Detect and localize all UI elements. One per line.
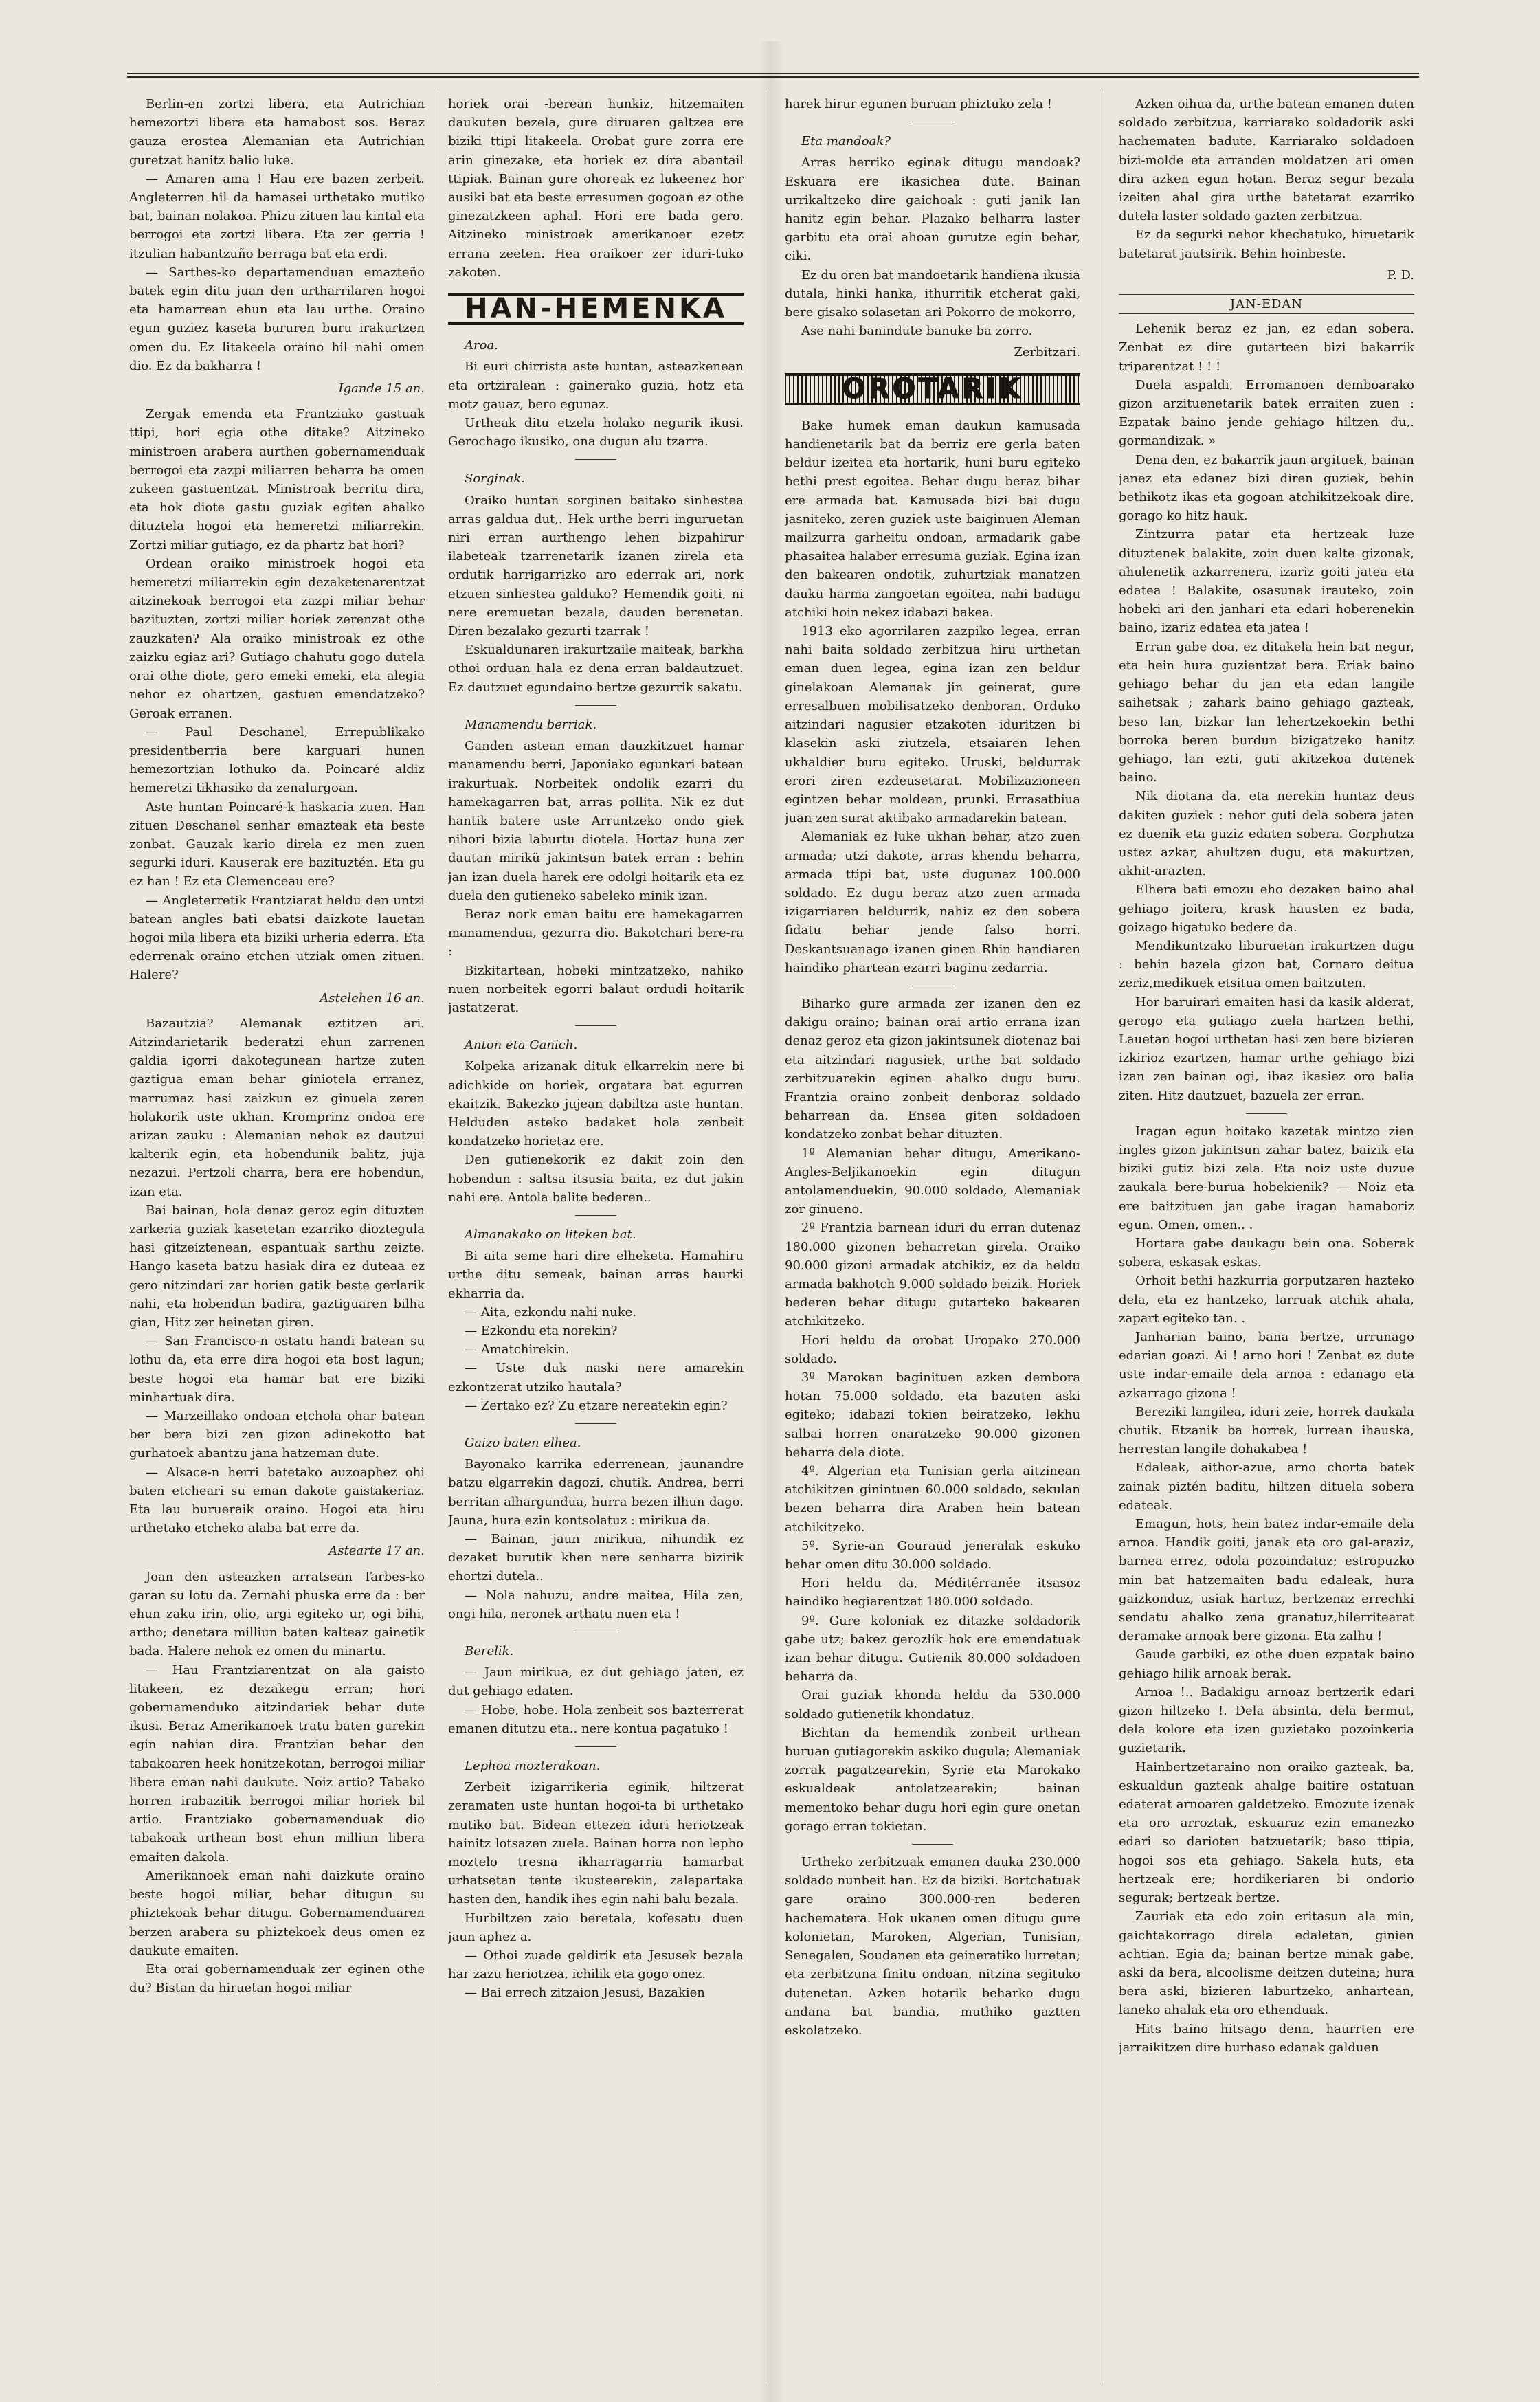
paragraph: Zergak emenda eta Frantziako gastuak ttipi, hori egia othe ditake? Aitzineko ministroen arabera aurthen gobernamenduak berrogoi eta zazpi miliarren beharra ba omen zukeen gastuentzat. Ministroak berritu dira, eta hok diote gastu guziak egiten ahalko dituztela hogoi eta hemeretzi miliarrekin. Zortzi miliar gutiago, ez da phartz bat hori?	[129, 407, 425, 553]
paragraph: Elhera bati emozu eho dezaken baino ahal gehiago joitera, krask hausten ez bada, goizago higatuko bedere da.	[1119, 882, 1414, 935]
paragraph: — San Francisco-n ostatu handi batean su lothu da, eta erre dira hogoi eta bost lagun; beste hogoi eta hamar bat ere biziki minhartuak dira.	[129, 1334, 425, 1405]
paragraph: Ase nahi banindute banuke ba zorro.	[801, 324, 1033, 339]
paragraph: Bayonako karrika ederrenean, jaunandre batzu elgarrekin dagozi, chutik. Andrea, berri berritan alhargundua, hurra bezen ilhun dago. Jauna, hura ezin kontsolatuz : mirikua da.	[448, 1457, 744, 1528]
paragraph: Edaleak, aithor-azue, arno chorta batek zainak piztén baditu, hiltzen dituela sobera edateak.	[1119, 1460, 1414, 1513]
paragraph: Hurbiltzen zaio beretala, kofesatu duen jaun aphez a.	[448, 1911, 744, 1944]
paragraph: — Paul Deschanel, Errepublikako presidentberria bere karguari hunen hemezortzian lothuko da. Poincaré aldiz hemeretzi tikhasiko da zenalurgoan.	[129, 724, 425, 796]
subheading: Berelik.	[465, 1644, 514, 1659]
paragraph: Bazautzia? Alemanak eztitzen ari. Aitzindarietarik bederatzi ehun zarrenen galdia igorri dakotegunean hartze zuten gaztigua eman behar giniotela erranez, marrumaz hasi zaizkun ez ginuela zeren holakorik uste ukhan. Kromprinz ondoa ere arizan zauku : Alemanian nehok ez dautzui kalterik egin, eta hobendunik balitz, juja nezazui. Pertzoli charra, bera ere hobendun, izan eta.	[129, 1016, 425, 1199]
paragraph: Alemaniak ez luke ukhan behar, atzo zuen armada; utzi dakote, arras khendu beharra, armada ttipi bat, uste dugunaz 100.000 soldado. Ez dugu beraz atzo zuen armada izigarriaren beldurrik, nahiz ez den sobera fidatu behar jende falso horri. Deskantsuanago izanen ginen Rhin handiaren haindiko phartean ezarri baginu zedarria.	[785, 830, 1080, 975]
paragraph: Erran gabe doa, ez ditakela hein bat negur, eta hein hura guzientzat bera. Eriak baino gehiago behar du jan eta edan langile saihetsak ; zahark baino gehiago gazteak, beso lan, bizkar lan lehertzekoekin bethi borroka beren burdun bizigatzeko hanitz gehiago, lan ezti, guti akitzekoa dutenek baino.	[1119, 639, 1414, 786]
paragraph: Gaude garbiki, ez othe duen ezpatak baino gehiago hilik arnoak berak.	[1119, 1647, 1414, 1681]
paragraph: harek hirur egunen buruan phiztuko zela !	[785, 97, 1052, 111]
column-3	[785, 95, 1080, 2040]
column-1	[129, 95, 425, 1997]
paragraph: Hori heldu da, Méditérranée itsasoz haindiko hegiarentzat 180.000 soldado.	[785, 1576, 1080, 1610]
paragraph: 9º. Gure koloniak ez ditazke soldadorik gabe utz; bakez gerozlik hok ere emendatuak izan behar ditugu. Gutienik 80.000 soldadoen beharra da.	[785, 1613, 1080, 1684]
paragraph: Ez du oren bat mandoetarik handiena ikusia dutala, hinki hanka, ithurritik etcherat gaki, bere gisako solasetan ari Pokorro de mokorro,	[785, 267, 1080, 320]
signature: Zerbitzari.	[1014, 345, 1080, 360]
paragraph: — Alsace-n herri batetako auzoaphez ohi baten etcheari su eman dakote gaistakeriaz. Eta lau burueraik oraino. Hogoi eta hiru urthetako etcheko alaba bat erre da.	[129, 1465, 425, 1536]
paragraph: Azken oihua da, urthe batean emanen duten soldado zerbitzua, karriarako soldadorik aski hachematen badute. Karriarako soldadoen bizi-molde eta arranden moldatzen ari omen dira azken egun hotan. Beraz segur bezala izeiten ahal gira urthe batetarat ezarriko dutela laster soldado gazten zerbitzua.	[1119, 97, 1414, 224]
paragraph: Janharian baino, bana bertze, urrunago edarian goazi. Ai ! arno hori ! Zenbat ez dute uste indar-emaile dela arnoa : edanago eta azkarrago gizona !	[1119, 1330, 1414, 1401]
dateline: Astearte 17 an.	[328, 1544, 425, 1559]
top-rule	[127, 73, 1419, 78]
paragraph: 2º Frantzia barnean iduri du erran dutenaz 180.000 gizonen beharretan girela. Oraiko 90.000 gizoni armadak atchikiz, ez da heldu armada bakhotch 9.000 soldado beizik. Horiek bederen behar ditugu gutarteko bakearen atchikitzeko.	[785, 1221, 1080, 1329]
paragraph: Beraz nork eman baitu ere hamekagarren manamendua, gezurra dio. Bakotchari bere-ra :	[448, 907, 744, 959]
paragraph: — Nola nahuzu, andre maitea, Hila zen, ongi hila, neronek arthatu nuen eta !	[448, 1588, 744, 1621]
paragraph: Orhoit bethi hazkurria gorputzaren hazteko dela, eta ez hantzeko, larruak atchik ahala, zapart egiteko tan. .	[1119, 1274, 1414, 1326]
section-separator	[575, 459, 616, 460]
paragraph: Bichtan da hemendik zonbeit urthean buruan gutiagorekin askiko dugula; Alemaniak zorrak pagatzearekin, Syrie eta Marokako eskualdeak antolatzearekin; bainan mementoko behar dugu hori egin gure onetan gorago erran tokietan.	[785, 1725, 1080, 1834]
paragraph: Hori heldu da orobat Uropako 270.000 soldado.	[785, 1333, 1080, 1366]
subheading: Manamendu berriak.	[465, 717, 597, 732]
paragraph: — Marzeillako ondoan etchola ohar batean ber bera bizi zen gizon adinekotto bat gurhatoek abantzu jana hatzeman dute.	[129, 1409, 425, 1461]
paragraph: 1º Alemanian behar ditugu, Amerikano-Angles-Beljikanoekin egin ditugun antolamenduekin, 90.000 soldado, Alemaniak zor ginuenо.	[785, 1146, 1080, 1217]
signature: P. D.	[1387, 267, 1414, 282]
paragraph: Aste huntan Poincaré-k haskaria zuen. Han zituen Deschanel senhar emazteak eta beste zonbat. Gauzak kario direla ez men zuen segurki iduri. Kauserak ere bazituztén. Eta gu ez han ! Ez eta Clemenceau ere?	[129, 799, 425, 889]
section-banner: HAN-HEMENKA	[448, 293, 744, 325]
paragraph: Hortara gabe daukagu bein ona. Soberak sobera, eskasak eskas.	[1119, 1236, 1414, 1270]
column-4	[1119, 95, 1414, 2057]
paragraph: — Sarthes-ko departamenduan emazteño batek egin ditu juan den urtharrilaren hogoi eta hamarrean ehun eta lau urthe. Oraino egun guziez kaseta bururen buru irakurtzen omen du. Ez litakeela oraino hil nahi omen dio. Ez da bakharra !	[129, 265, 425, 373]
paragraph: Zerbeit izigarrikeria eginik, hiltzerat zeramaten uste huntan hogoi-ta bi urthetako mutiko bat. Bidean ettezen iduri heriotzeak hainitz lotsazen zuela. Bainan horra non lepho moztelo tresna ikharragarria hamarbat urhatsetan tente ikusteerekin, zalapartaka hasten den, handik ihes egin nahi balu bezala.	[448, 1780, 744, 1907]
subheading: Aroa.	[465, 338, 498, 353]
subheading: Sorginak.	[465, 471, 526, 487]
paragraph: — Hobe, hobe. Hola zenbeit sos bazterrerat emanen ditutzu eta.. nere kontua pagatuko !	[448, 1702, 744, 1736]
paragraph: Biharko gure armada zer izanen den ez dakigu oraino; bainan orai artio errana izan denaz geroz eta gizon jakintsunek diotenaz bai eta aitzindari nagusiek, urthe bat soldado zerbitzuarekin eginen ahalko dugu buru. Frantzia oraino zonbeit denboraz soldado beharrean da. Ensea giten soldadoen kondatzeko zonbat behar dituzten.	[785, 996, 1080, 1142]
paragraph: Hits baino hitsago denn, haurrten ere jarraikitzen dire burhaso edanak galduen	[1119, 2021, 1414, 2055]
section-separator	[575, 1025, 616, 1026]
paragraph: 1913 eko agorrilaren zazpiko legea, erran nahi baita soldado zerbitzua hiru urthetan eman duen legea, egina izan zen beldur ginelakoan Alemanak jin geinerat, gure erresalbuen mobilisatzeko denboran. Orduko aitzindari nagusier etzakoten iduritzen bi klasekin aski ziutzela, etsaiaren lehen ukhaldier buru egiteko. Uruski, beldurrak erori ziren ezdeusetarat. Mobilizazioneen egintzen behar moldean, prunki. Errasatbiua juan zen surat aktibako armadarekin batean.	[785, 624, 1080, 826]
paragraph: Eta orai gobernamenduak zer eginen othe du? Bistan da hiruetan hogoi miliar	[129, 1961, 425, 1996]
page-fold-shadow	[759, 41, 783, 2402]
paragraph: Dena den, ez bakarrik jaun argituek, bainan janez eta edanez bizi diren guziek, behin bethikotz ikas eta gogoan atchikitzekoak dire, gorago ko hitz hauk.	[1119, 452, 1414, 524]
paragraph: Joan den asteazken arratsean Tarbes-ko garan su lotu da. Zernahi phuska erre da : ber ehun zaku irin, olio, argi egiteko ur, ogi bihi, artho; denetara milliun baten kalteaz gainetik bada. Halere nehok ez omen du minartu.	[129, 1569, 425, 1659]
paragraph: Bake humek eman daukun kamusada handienetarik bat da berriz ere gerla baten beldur izeitea eta hortarik, huni buru egiteko bethi prest egoitea. Behar dugu beraz bihar ere armada bat. Kamusada bizi bai dugu jasniteko, zeren guziek uste baiginuen Aleman mailzurra garheitu ondoan, armadarik gabe phasaitea halaber erresuma guziak. Egina izan den bakearen ondotik, zuhurtziak manatzen dauku harma zangoetan egoitea, nahi badugu atchiki hoin nekez idabazi bakea.	[785, 418, 1080, 620]
paragraph: — Zertako ez? Zu etzare nereatekin egin?	[465, 1398, 728, 1413]
paragraph: Iragan egun hoitako kazetak mintzo zien ingles gizon jakintsun zahar batez, baizik eta biziki gutiz bizi zela. Eta noiz uste duzue zaukala bere-burua hobekienik? — Noiz eta ere baitzituen jan gabe iragan hamaboriz egun. Omen, omen.. .	[1119, 1124, 1414, 1232]
section-separator	[1246, 1113, 1287, 1114]
paragraph: Bizkitartean, hobeki mintzatzeko, nahiko nuen norbeitek egorri balaut ordudi hoitarik jastatzerat.	[448, 963, 744, 1015]
paragraph: 4º. Algerian eta Tunisian gerla aitzinean atchikitzen ginintuen 60.000 soldado, sekulan bezen beharra dira Araben hein batean atchikitzeko.	[785, 1464, 1080, 1535]
paragraph: — Hau Frantziarentzat on ala gaisto litakeen, ez dezakegu erran; hori gobernamenduko aitzindariek behar dute ikusi. Beraz Amerikanoek tratu baten gurekin egin nahian dira. Frantzian behar den tabakoaren heek honitzekotan, berrogoi miliar libera eman nahi daukute. Noiz artio? Tabako horren irabazitik berrogoi miliar horiek bil artio. Frantziako gobernamenduak dio tabakoak urthean bost ehun milliun libera emaiten dakola.	[129, 1663, 425, 1865]
section-banner: OROTARIK	[785, 373, 1080, 405]
paragraph: — Bainan, jaun mirikua, nihundik ez dezaket burutik khen nere senharra bizirik ehortzi dutela..	[448, 1532, 744, 1584]
paragraph: Bereziki langilea, iduri zeie, horrek daukala chutik. Etzanik ba horrek, lurrean ihauska, herrestan langile dohakabea !	[1119, 1404, 1414, 1457]
paragraph: Kolpeka arizanak dituk elkarrekin nere bi adichkide on horiek, orgatara bat egurren ekaitzik. Bakezko jujean dabiltza aste huntan. Helduden asteko badaket hola zenbeit kondatzeko horietaz ere.	[448, 1059, 744, 1149]
paragraph: — Amatchirekin.	[465, 1342, 570, 1357]
paragraph: — Bai errech zitzaion Jesusi, Bazakien	[465, 1986, 705, 2001]
paragraph: — Angleterretik Frantziarat heldu den untzi batean angles bati ebatsi daizkote lauetan hogoi mila libera eta biziki urheria ederra. Eta ederrenak oraino etchen utziak omen zituen. Halere?	[129, 893, 425, 983]
paragraph: 3º Marokan baginituen azken dembora hotan 75.000 soldado, eta bazuten aski egiteko; idabazi tokien beiratzeko, lekhu salbai horren onaratzeko 90.000 gizonen beharra dela diote.	[785, 1370, 1080, 1460]
subheading: Anton eta Ganich.	[465, 1038, 578, 1053]
paragraph: Nik diotana da, eta nerekin huntaz deus dakiten guziek : nehor guti dela sobera jaten ez duenik eta guziz edaten sobera. Gorphutza ustez azkar, ahultzen dugu, eta makurtzen, akhit-arazten.	[1119, 789, 1414, 879]
paragraph: Lehenik beraz ez jan, ez edan sobera. Zenbat ez dire gutarteen bizi bakarrik triparentzat ! ! !	[1119, 322, 1414, 374]
paragraph: Hainbertzetaraino non oraiko gazteak, ba, eskualdun gazteak ahalge baitire ostatuan edaterat arnoaren galdetzeko. Emozute izenak eta oro arroztak, eskuaraz ezin emanezko edari so darioten batzuetarik; baso ttipia, hogoi sos eta gehiago. Sakela huts, eta hertzeak ere; hordikeriaren bi ondorio segurak; bertzeak bertze.	[1119, 1759, 1414, 1906]
dateline: Astelehen 16 an.	[320, 990, 425, 1005]
paragraph: — Uste duk naski nere amarekin ezkontzerat utziko hautala?	[448, 1361, 744, 1394]
paragraph: 5º. Syrie-an Gouraud jeneralak eskuko behar omen ditu 30.000 soldado.	[785, 1538, 1080, 1572]
paragraph: — Ezkondu eta norekin?	[465, 1323, 618, 1338]
paragraph: Bi euri chirrista aste huntan, asteazkenean eta ortziralean : gainerako guzia, hotz eta motz gauaz, bero egunaz.	[448, 359, 744, 412]
paragraph: Emagun, hots, hein batez indar-emaile dela arnoa. Handik goiti, janak eta oro gal-araziz, barnea errez, odola pozoindatuz; estropuzko min bat hatzemaiten badu edaleak, hura gaizkonduz, usiak hartuz, bertzenaz errechki sendatu ahalko zena granatuz,hilerritearat deramake arnoak bere gizona. Eta zalhu !	[1119, 1517, 1414, 1644]
paragraph: Ez da segurki nehor khechatuko, hiruetarik batetarat jautsirik. Behin hoinbeste.	[1119, 227, 1414, 261]
paragraph: Amerikanoek eman nahi daizkute oraino beste hogoi miliar, behar ditugun su phiztekoak behar ditugu. Gobernamenduaren berzen arabera su phiztekoek deus omen ez daukute emaiten.	[129, 1868, 425, 1958]
paragraph: Orai guziak khonda heldu da 530.000 soldado gutienetik khondatuz.	[785, 1688, 1080, 1722]
paragraph: Duela aspaldi, Erromanoen demboarako gizon arzituenetarik batek erraiten zuen : Ezpatak baino jende gehiago hiltzen du,. gormandizak. »	[1119, 377, 1414, 449]
subheading: Lephoa mozterakoan.	[465, 1759, 601, 1774]
paragraph: Zauriak eta edo zoin eritasun ala min, gaichtakorrago direla edaletan, ginien achtian. Egia da; bainan bertze minak gabe, aski da bera, alcoolisme deitzen duteina; hura bera aski, bizieren laburtzeko, anhartean, laneko ahalak eta oro ethenduak.	[1119, 1909, 1414, 2018]
paragraph: Ganden astean eman dauzkitzuet hamar manamendu berri, Japoniako egunkari batean irakurtuak. Norbeitek ondolik ezarri du hamekagarren bat, arras pollita. Nik ez dut hantik batere uste Arruntzeko ondo giek nihori bizia laburtu diotela. Hortaz huna zer dautan mirikü jakintsun batek erran : behin jan izan duela harek ere odolgi hoitarik eta ez duela den gutieneko sabeleko minik izan.	[448, 739, 744, 903]
paragraph: horiek orai -berean hunkiz, hitzemaiten daukuten bezela, gure diruaren galtzea ere biziki ttipi litakeela. Orobat gure zorra ere arin ginezake, eta horiek ez dira abantail ttipiak. Bainan gure ohoreak ez lukeenez hor ausiki bat eta beste erresumen gogoan ez othe ginezatzkeen aphal. Hori ere bada gero. Aitzineko ministroek amerikanoer ezetz errana zeeten. Hea oraikoer zer iduri-tuko zakoten.	[448, 97, 744, 280]
subheading: Eta mandoak?	[801, 134, 891, 149]
paragraph: — Othoi zuade geldirik eta Jesusek bezala har zazu heriotzea, ichilik eta gogo onez.	[448, 1948, 744, 1982]
paragraph: Urtheak ditu etzela holako negurik ikusi. Gerochago ikusiko, ona dugun alu tzarra.	[448, 416, 744, 449]
subheading: Gaizo baten elhea.	[465, 1436, 581, 1450]
paragraph: Bai bainan, hola denaz geroz egin dituzten zarkeria guziak kasetetan ezarriko dioztegula hasi gitzeiztenean, espantuak sarthu zeizte. Hango kaseta batzu hasiak dira ez duteaa ez gero nitzindari zar horien gatik beste gerlarik nahi, eta hobendun badira, gaztiguaren bilha gian, Hitz zer heinetan giren.	[129, 1203, 425, 1330]
paragraph: — Jaun mirikua, ez dut gehiago jaten, ez dut gehiago edaten.	[448, 1665, 744, 1699]
paragraph: Ordean oraiko ministroek hogoi eta hemeretzi miliarrekin egin dezaketenarentzat aitzinekoak berrogoi eta zazpi miliar behar bazituzten, zortzi miliar horiek zerenzat othe zauzkaten? Ala oraiko ministroak ez othe zaizku egiaz ari? Gutiago chahutu gogo dutela orai othe diote, gero emeki emeki, eta alegia nehor ez ohartzen, gastuen emendatzeko? Geroak erranen.	[129, 556, 425, 721]
section-separator	[575, 1423, 616, 1424]
paragraph: Bi aita seme hari dire elheketa. Hamahiru urthe ditu semeak, bainan arras haurki ekharria da.	[448, 1249, 744, 1301]
paragraph: — Aita, ezkondu nahi nuke.	[465, 1304, 637, 1320]
section-separator	[575, 1746, 616, 1747]
paragraph: Hor baruirari emaiten hasi da kasik alderat, gerogo eta gutiago zuela hartzen bethi, Lauetan hogoi urthetan hasi zen bere bizieren izkirioz ezartzen, hamar urthe gehiago bizi izan zen bainan ogi, ibaz ikasiez oro balia ziten. Hitz dautzuet, bazuela zer erran.	[1119, 994, 1414, 1103]
paragraph: Den gutienekorik ez dakit zoin den hobendun : saltsa itsusia baita, ez dut jakin nahi ere. Antola balite bederen..	[448, 1153, 744, 1205]
paragraph: Arras herriko eginak ditugu mandoak? Eskuara ere ikasichea dute. Bainan urrikaltzeko dire gaichoak : guti janik lan hanitz egin behar. Plazako belharra laster garbitu eta orai ahoan gurutze egin behar, ciki.	[785, 155, 1080, 264]
section-separator	[912, 1844, 953, 1845]
paragraph: Berlin-en zortzi libera, eta Autrichian hemezortzi libera eta hamabost sos. Beraz gauza erostea Alemanian eta Autrichian guretzat hanitz balio luke.	[129, 97, 425, 168]
paragraph: Arnoa !.. Badakigu arnoaz bertzerik edari gizon hiltzeko !. Dela absinta, dela bermut, dela kolore eta izen guzietako pozoinkeria guzietarik.	[1119, 1684, 1414, 1756]
section-heading: JAN-EDAN	[1119, 294, 1414, 314]
paragraph: Mendikuntzako liburuetan irakurtzen dugu : behin bazela gizon bat, Cornaro deitua zeriz,medikuek etsitua omen baitzuten.	[1119, 938, 1414, 991]
section-separator	[575, 705, 616, 706]
subheading: Almanakako on liteken bat.	[465, 1227, 636, 1242]
paragraph: Zintzurra patar eta hertzeak luze dituztenek balakite, zoin duen kalte gizonak, ahulenetik azkarrenera, izariz goiti jatea eta edatea ! Balakite, osasunak irauteko, zoin hobeki ari den janhari eta edari hoberenekin baino, izariz edatea eta jatea !	[1119, 527, 1414, 636]
section-separator	[575, 1215, 616, 1216]
paragraph: Eskualdunaren irakurtzaile maiteak, barkha othoi orduan hala ez dena erran baldautzuet. Ez dautzuet egundaino bertze gezurrik sakatu.	[448, 643, 744, 695]
dateline: Igande 15 an.	[338, 381, 425, 397]
paragraph: Urtheko zerbitzuak emanen daukа 230.000 soldado nunbeit han. Ez da biziki. Bortchatuak gare oraino 300.000-ren bederen hachematera. Hok ukanen omen ditugu gure kolonietan, Maroken, Algerian, Tunisian, Senegalen, Soudanen eta geineratiko lurretan; eta zerbitzuna finitu ondoan, nitzina segituko dutenetan. Azken hotarik beharko dugu andana bat bandia, muthiko gaztten eskolatzeko.	[785, 1855, 1080, 2038]
column-2	[448, 95, 744, 2003]
paragraph: Oraiko huntan sorginen baitako sinhestea arras galdua dut,. Hek urthe berri inguruetan niri erran aurthengo lehen bizpahirur ilabeteak tzarrenetarik izanen zirela eta ordutik harrigarrizko aro ederrak ari, nork etzuen sinhestea galduko? Hemendik goiti, ni nere eremuetan bezala, dauden berenetan. Diren bezalako gezurti tzarrak !	[448, 493, 744, 639]
paragraph: — Amaren ama ! Hau ere bazen zerbeit. Angleterren hil da hamasei urthetako mutiko bat, bainan nolakoa. Phizu zituen lau kintal eta berrogoi eta zortzi libera. Eta zer gerria ! itzulian habantzuño berraga bat eta erdi.	[129, 171, 425, 261]
